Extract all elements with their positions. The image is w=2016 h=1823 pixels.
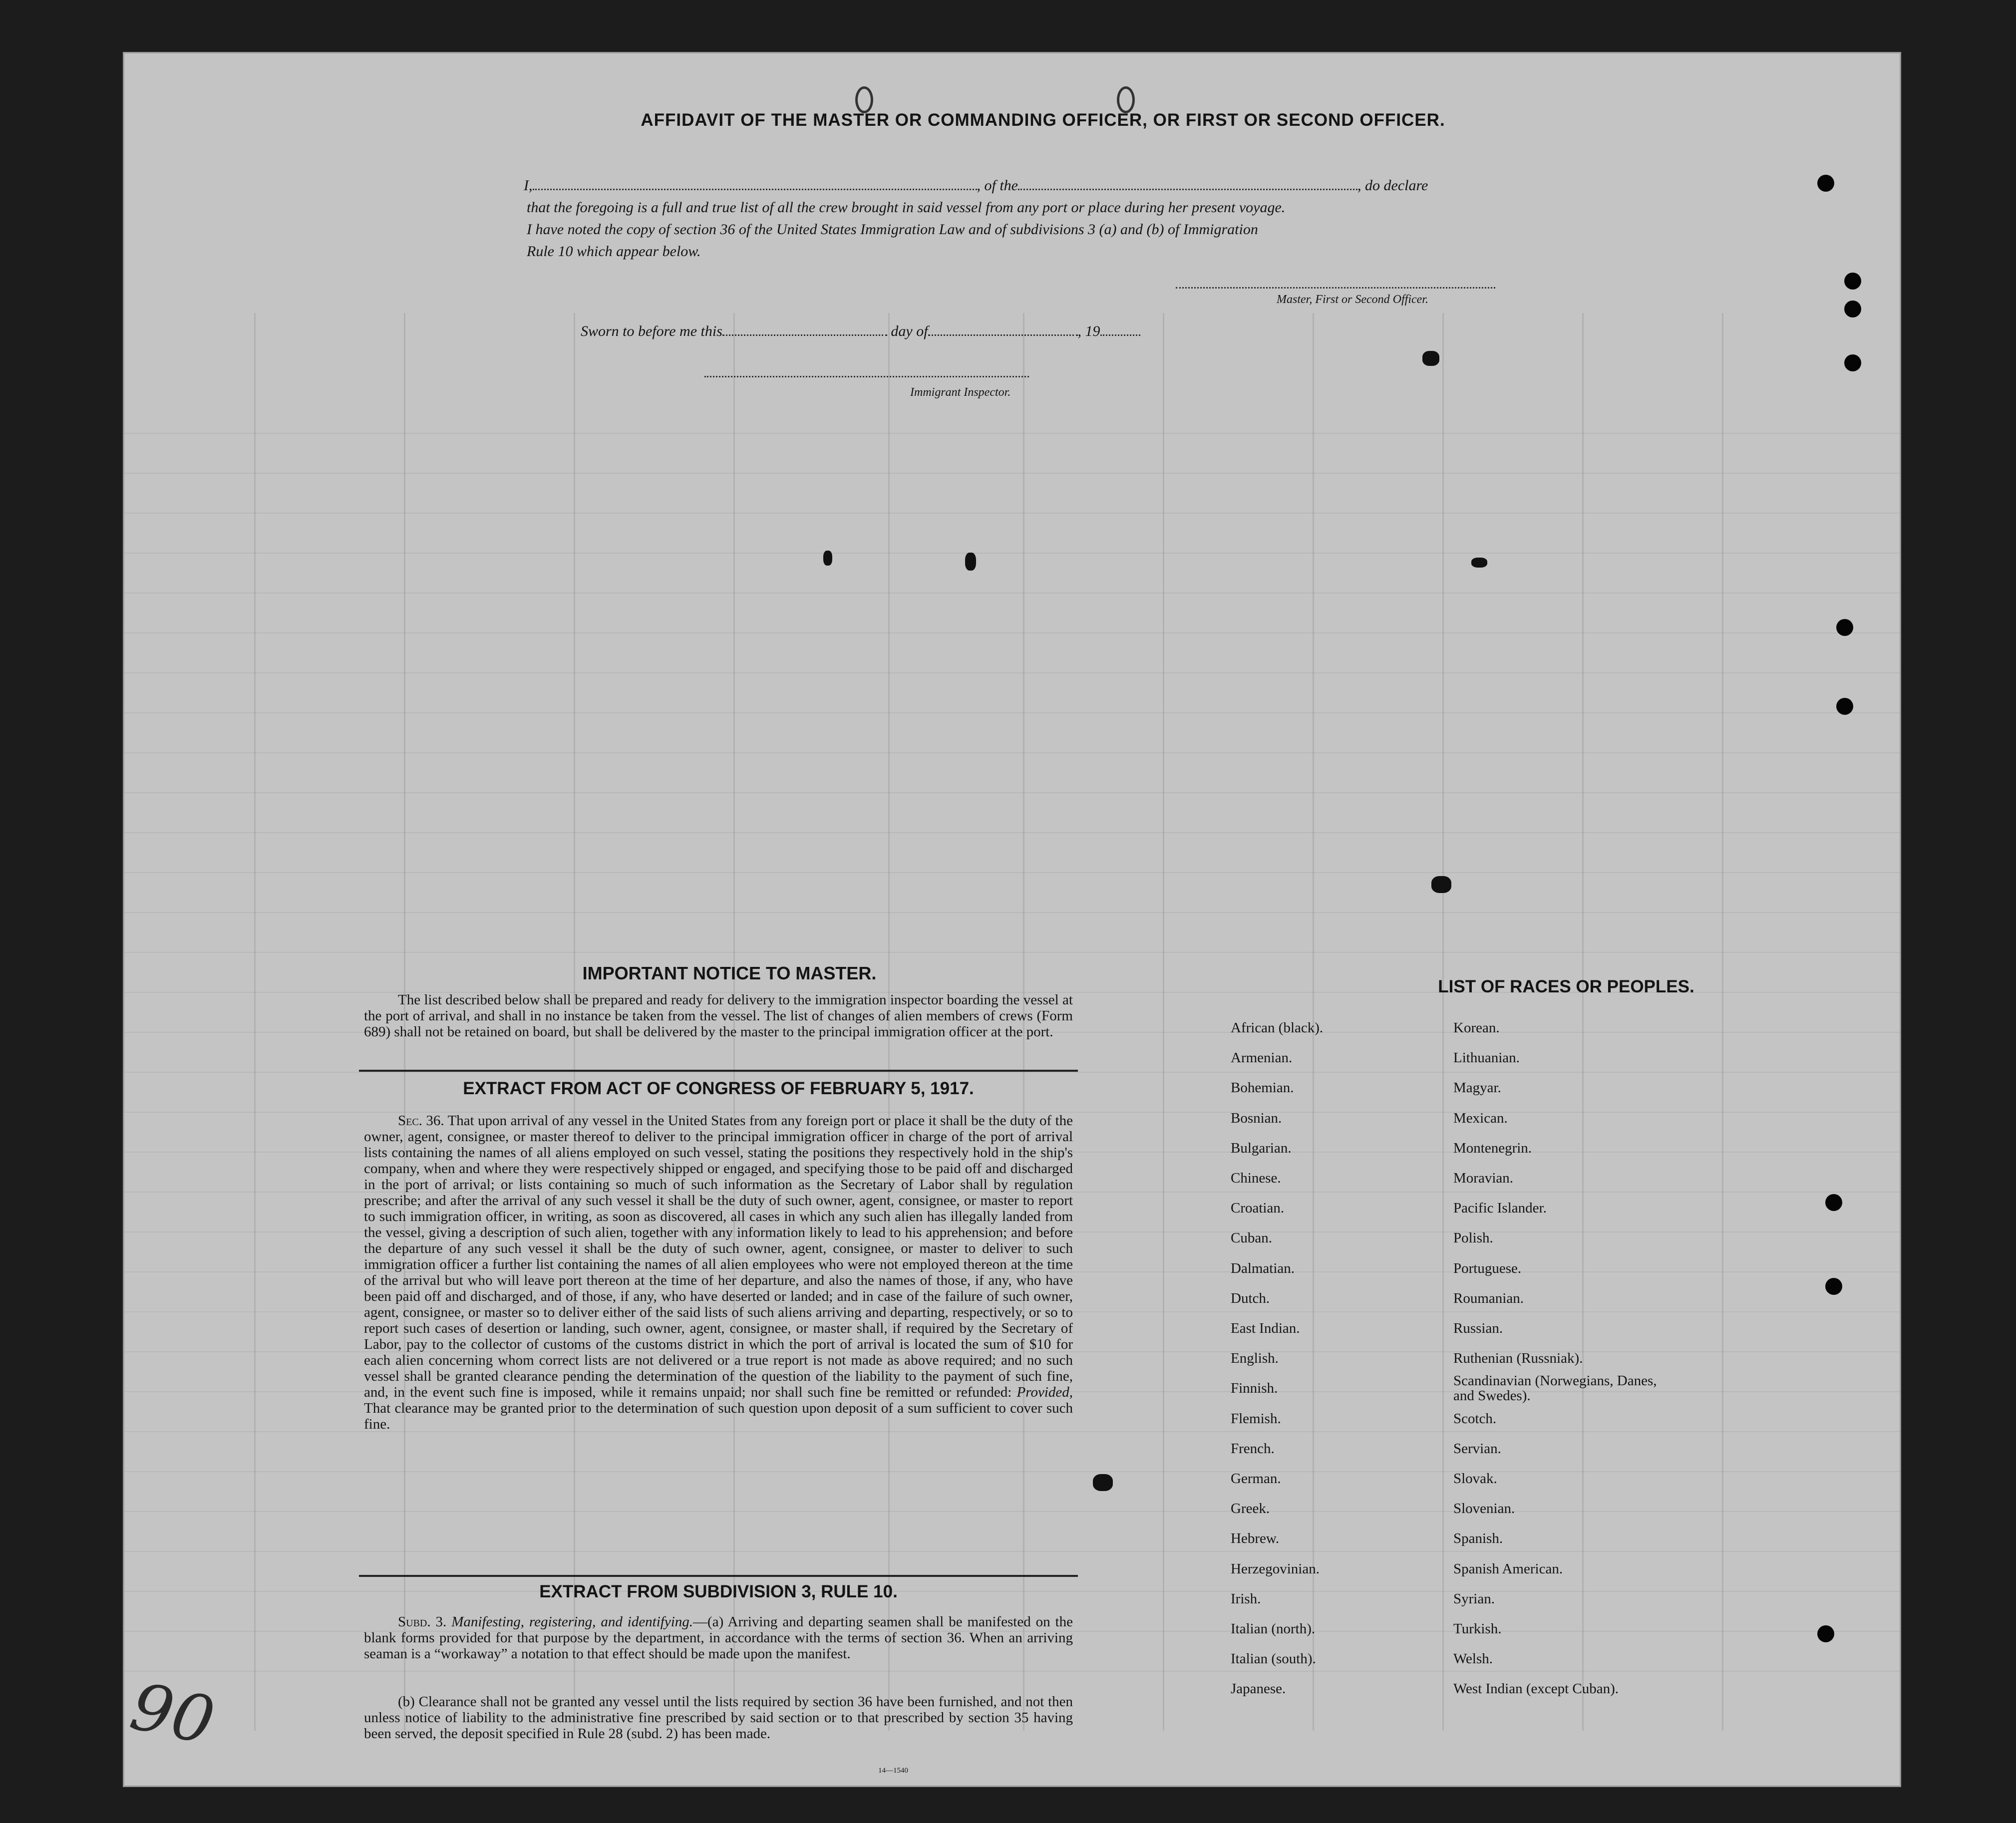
race-item: Moravian. [1453, 1170, 1513, 1187]
race-item: German. [1231, 1471, 1281, 1487]
race-item: African (black). [1231, 1020, 1324, 1036]
race-item: Ruthenian (Russniak). [1453, 1350, 1583, 1367]
race-item: Welsh. [1453, 1651, 1493, 1667]
sworn-day-blank[interactable] [722, 334, 887, 336]
race-item: Japanese. [1231, 1681, 1286, 1697]
race-item: Bosnian. [1231, 1110, 1282, 1126]
subd-a: —(a) Arriving and departing seamen shall be manifested on the blank forms provided for that purpose by the department, in accordance with the terms of section 36. When an arriving seaman is a “workaway” a notation to that effect should be made upon the manifest. [364, 1614, 1073, 1662]
sworn-year-blank[interactable] [1100, 334, 1140, 336]
race-item: Greek. [1231, 1501, 1270, 1517]
declaration-line-4: Rule 10 which appear below. [527, 243, 701, 260]
race-item: French. [1231, 1440, 1275, 1457]
act-extract-title: EXTRACT FROM ACT OF CONGRESS OF FEBRUARY 5, 1917. [463, 1079, 974, 1098]
race-item: Syrian. [1453, 1590, 1495, 1607]
race-item: Polish. [1453, 1230, 1493, 1246]
race-item: Hebrew. [1231, 1530, 1280, 1547]
ink-blot [1471, 558, 1487, 568]
race-item: Herzegovinian. [1231, 1560, 1320, 1577]
race-item: Montenegrin. [1453, 1140, 1532, 1156]
notice-body: The list described below shall be prepared and ready for delivery to the immigration inspector boarding the vessel at the port of arrival, and shall in no instance be taken from the vessel. The list of changes of alien members of crews (Form 689) shall not be retained on board, but shall be delivered by the master to the principal immigration officer at the port. [364, 992, 1073, 1040]
race-item: Korean. [1453, 1020, 1500, 1036]
race-item: Italian (south). [1231, 1651, 1316, 1667]
manifest-page [123, 52, 1901, 1787]
divider [359, 1070, 1078, 1072]
master-signature-label: Master, First or Second Officer. [1277, 293, 1428, 306]
provided-word: Provided, [1016, 1384, 1073, 1400]
subd-label: Subd. 3. [398, 1614, 447, 1630]
ink-blot [823, 551, 832, 566]
race-item: Dutch. [1231, 1290, 1270, 1306]
race-item: Spanish American. [1453, 1560, 1563, 1577]
race-item: Irish. [1231, 1590, 1261, 1607]
punch-hole-icon [1844, 273, 1861, 290]
race-item: Lithuanian. [1453, 1050, 1520, 1066]
binding-ring-icon [855, 86, 873, 113]
race-item: Mexican. [1453, 1110, 1508, 1126]
inspector-signature-label: Immigrant Inspector. [910, 386, 1011, 399]
declaration-declare: , do declare [1357, 177, 1428, 194]
race-item: Bohemian. [1231, 1080, 1294, 1096]
sec-body-end: That clearance may be granted prior to the determination of such question upon deposit of a sum sufficient to cover such fine. [364, 1400, 1073, 1432]
race-item: Flemish. [1231, 1410, 1281, 1427]
race-item: Scandinavian (Norwegians, Danes, and Swedes). [1453, 1373, 1657, 1404]
binding-ring-icon [1117, 86, 1135, 113]
sworn-day-of: day of [891, 323, 928, 339]
notice-title: IMPORTANT NOTICE TO MASTER. [582, 963, 877, 983]
rule-extract-b: (b) Clearance shall not be granted any vessel until the lists required by section 36 have been furnished, and not then unless notice of liability to the administrative fine prescribed by said section or to that prescribed by section 35 having been served, the deposit specified in Rule 28 (subd. 2) has been made. [364, 1694, 1073, 1742]
punch-hole-icon [1825, 1194, 1842, 1211]
race-item: Bulgarian. [1231, 1140, 1292, 1156]
declaration-of: , of the [977, 177, 1018, 194]
race-item: Russian. [1453, 1320, 1503, 1337]
race-item: West Indian (except Cuban). [1453, 1681, 1619, 1697]
punch-hole-icon [1817, 1625, 1834, 1642]
sworn-month-blank[interactable] [928, 334, 1078, 336]
declaration-line-3: I have noted the copy of section 36 of the United States Immigration Law and of subdivisions 3 (a) and (b) of Immigration [527, 221, 1258, 238]
inspector-signature-line[interactable] [704, 376, 1029, 377]
race-item: Portuguese. [1453, 1260, 1522, 1276]
affidavit-title: AFFIDAVIT OF THE MASTER OR COMMANDING OFFICER, OR FIRST OR SECOND OFFICER. [641, 110, 1445, 130]
declaration-i: I, [524, 177, 533, 194]
sworn-year: , 19 [1077, 323, 1100, 339]
race-item: Croatian. [1231, 1200, 1285, 1216]
sec-body: That upon arrival of any vessel in the United States from any foreign port or place it shall be the duty of the owner, agent, consignee, or master thereof to deliver to the principal immigration officer in charge of the port of arrival lists containing the names of all aliens employed on such vessel, stating the positions they respectively hold in the ship's company, when and where they were respectively shipped or engaged, and specifying those to be paid off and discharged in the port of arrival; or lists containing so much of such information as the Secretary of Labor shall by regulation prescribe; and after the arrival of any such vessel it shall be the duty of such owner, agent, consignee, or master to report to such immigration officer, in writing, as soon as discovered, all cases in which any such alien has illegally landed from the vessel, giving a description of such alien, together with any information likely to lead to his apprehension; and before the departure of any such vessel it shall be the duty of such owner, agent, consignee, or master to deliver to such immigration officer a further list containing the names of all alien employees who were not employed thereon at the time of the arrival but who will leave port thereon at the time of her departure, and also the names of those, if any, who have been paid off and discharged, and of those, if any, who have deserted or landed; and in case of the failure of such owner, agent, consignee, or master so to deliver either of the said lists of such aliens arriving and departing, respectively, or so to report such cases of desertion or landing, such owner, agent, consignee, or master shall, if required by the Secretary of Labor, pay to the collector of customs of the customs district in which the port of arrival is located the sum of $10 for each alien concerning whom correct lists are not delivered or a true report is not made as above required; and no such vessel shall be granted clearance pending the determination of the question of the liability to the payment of such fine, and, in the event such fine is imposed, while it remains unpaid; nor shall such fine be remitted or refunded: [364, 1113, 1073, 1400]
punch-hole-icon [1825, 1278, 1842, 1295]
sworn-prefix: Sworn to before me this [581, 323, 722, 339]
races-title: LIST OF RACES OR PEOPLES. [1438, 977, 1694, 996]
race-item: Servian. [1453, 1440, 1501, 1457]
sec-label: Sec. 36. [398, 1113, 444, 1129]
declaration-line [524, 177, 1672, 194]
race-item: Spanish. [1453, 1530, 1503, 1547]
punch-hole-icon [1844, 301, 1861, 317]
races-right-column [1453, 1013, 1688, 1704]
race-item: Dalmatian. [1231, 1260, 1295, 1276]
punch-hole-icon [1844, 354, 1861, 371]
ink-blot [1093, 1474, 1113, 1491]
rule-extract-body [364, 1614, 1073, 1662]
punch-hole-icon [1817, 175, 1834, 192]
race-item: Finnish. [1231, 1380, 1278, 1397]
ink-blot [1431, 876, 1451, 893]
divider [359, 1575, 1078, 1577]
act-extract-body [364, 1113, 1073, 1432]
race-item: Pacific Islander. [1453, 1200, 1547, 1216]
race-item: Slovenian. [1453, 1501, 1515, 1517]
name-blank[interactable] [533, 189, 977, 190]
sworn-line [581, 323, 1140, 340]
ink-blot [965, 553, 976, 571]
rule-extract-title: EXTRACT FROM SUBDIVISION 3, RULE 10. [539, 1582, 898, 1601]
race-item: East Indian. [1231, 1320, 1300, 1337]
vessel-blank[interactable] [1018, 189, 1357, 190]
race-item: Magyar. [1453, 1080, 1501, 1096]
race-item: Slovak. [1453, 1471, 1497, 1487]
race-item: Chinese. [1231, 1170, 1281, 1187]
race-item: Italian (north). [1231, 1621, 1316, 1637]
race-item: Armenian. [1231, 1050, 1293, 1066]
race-item: Turkish. [1453, 1621, 1502, 1637]
form-number: 14—1540 [878, 1767, 908, 1775]
punch-hole-icon [1836, 698, 1853, 715]
race-item: English. [1231, 1350, 1279, 1367]
punch-hole-icon [1836, 619, 1853, 636]
declaration-line-2: that the foregoing is a full and true list of all the crew brought in said vessel from any port or place during her present voyage. [527, 199, 1286, 216]
race-item: Roumanian. [1453, 1290, 1524, 1306]
subd-heading: Manifesting, registering, and identifying. [451, 1614, 693, 1630]
race-item: Cuban. [1231, 1230, 1272, 1246]
handwritten-note: 90 [124, 1668, 221, 1760]
races-left-column [1231, 1013, 1450, 1704]
race-item: Scotch. [1453, 1410, 1497, 1427]
ink-blot [1422, 351, 1439, 366]
master-signature-line[interactable] [1176, 287, 1495, 289]
